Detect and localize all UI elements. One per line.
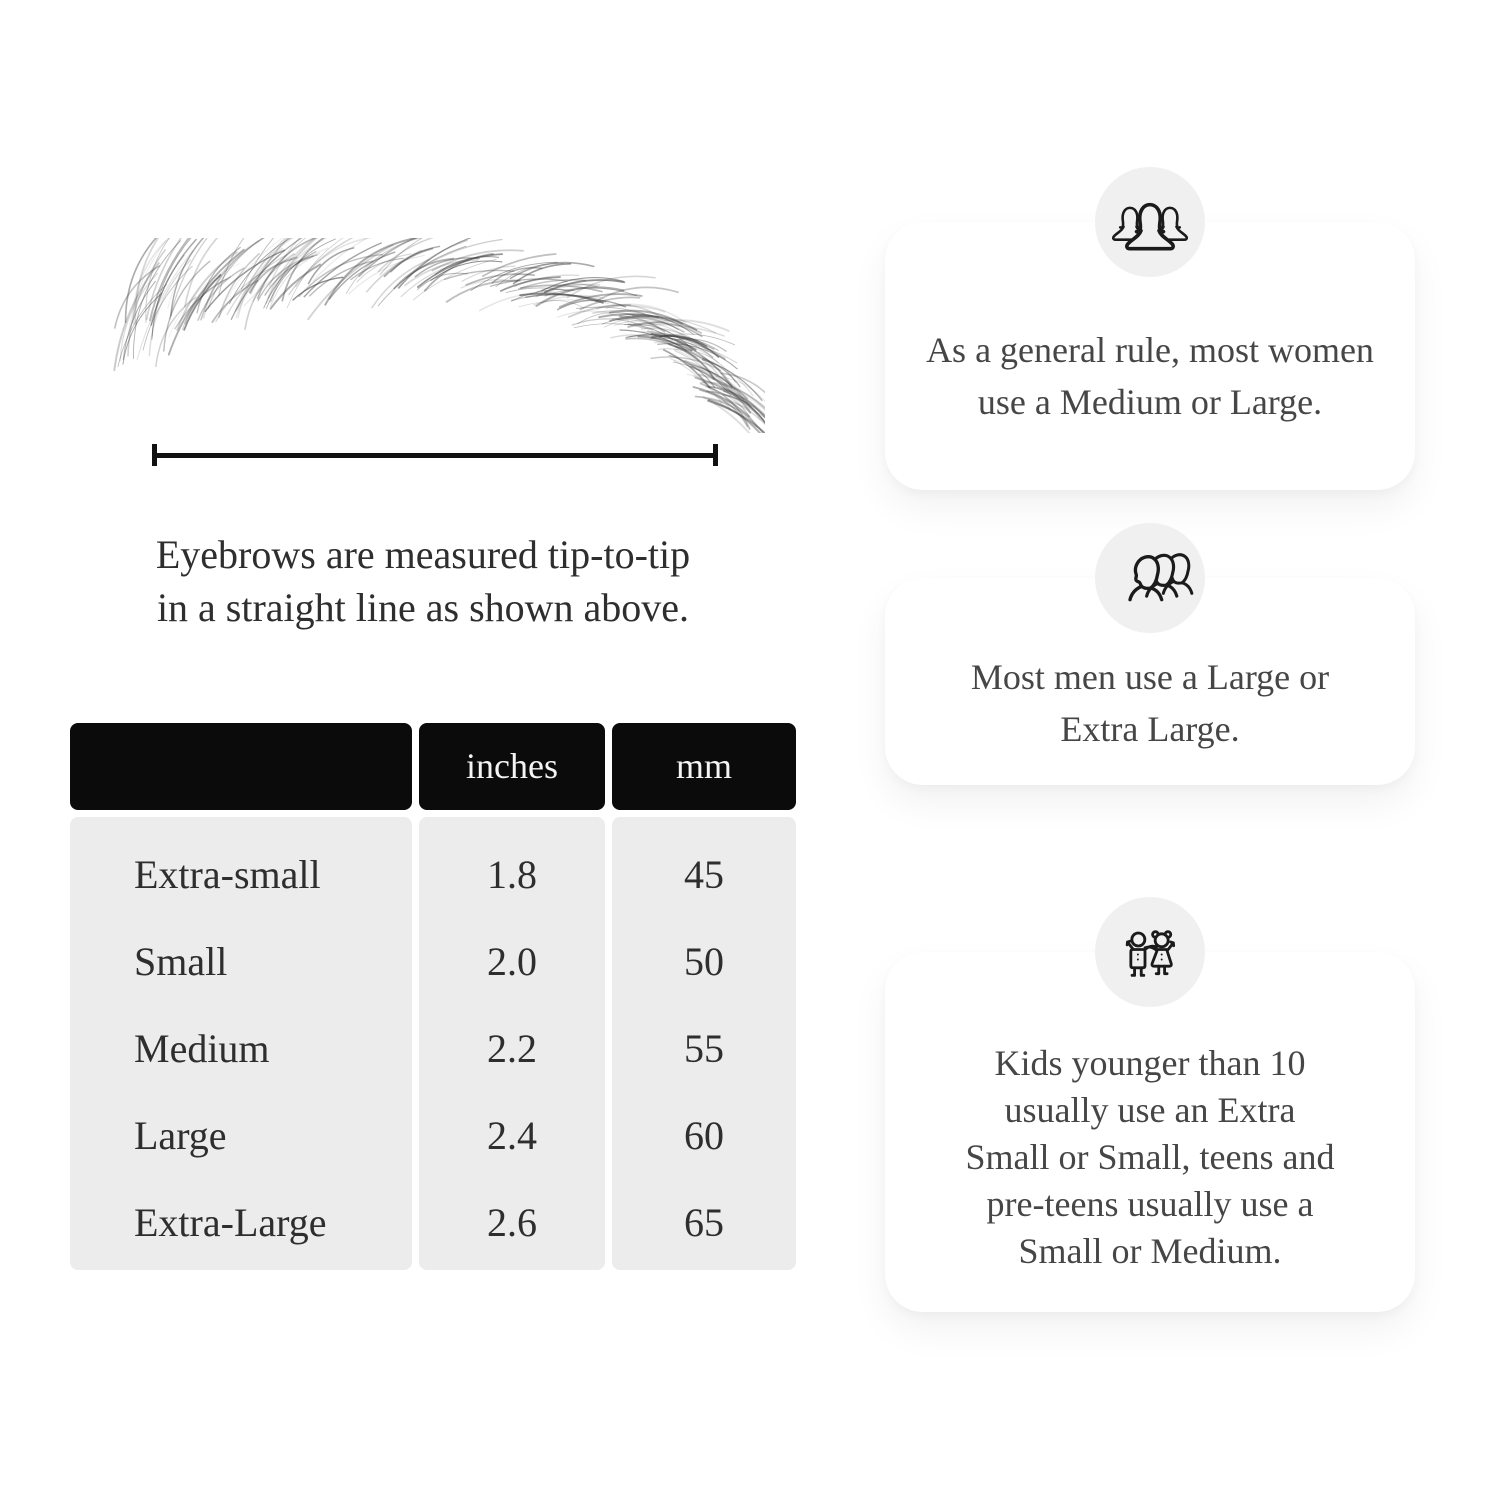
info-card-men: [885, 578, 1415, 785]
table-row-inches: 1.8: [487, 852, 537, 897]
info-card-men-text: Most men use a Large or Extra Large.: [970, 656, 1330, 749]
women-icon: [1095, 167, 1205, 277]
table-row-mm: 60: [684, 1113, 724, 1158]
table-row-mm: 65: [684, 1200, 724, 1245]
measurement-caption: [112, 528, 734, 634]
size-table-mm-column: [612, 723, 796, 1270]
size-table-label-body: [70, 817, 412, 1270]
caption-line-1: Eyebrows are measured tip-to-tip: [155, 532, 691, 577]
info-card-women: [885, 222, 1415, 490]
eyebrow-sketch-svg: [105, 238, 765, 433]
kids-icon: [1095, 897, 1205, 1007]
men-icon: [1095, 523, 1205, 633]
table-row-mm: 50: [684, 939, 724, 984]
table-row-label: Medium: [134, 1026, 270, 1071]
eyebrow-illustration: [105, 238, 765, 433]
info-card-kids-text: Kids younger than 10 usually use an Extra Small or Small, teens and pre-teens usually use a Small or Medium.: [965, 1042, 1335, 1271]
table-row-mm: 45: [684, 852, 724, 897]
size-table-header-inches: inches: [419, 723, 605, 810]
measurement-line-right-cap: [713, 444, 718, 466]
table-row-mm: 55: [684, 1026, 724, 1071]
table-row-inches: 2.0: [487, 939, 537, 984]
table-row-inches: 2.6: [487, 1200, 537, 1245]
table-row-label: Extra-small: [134, 852, 321, 897]
table-row-inches: 2.2: [487, 1026, 537, 1071]
info-card-kids: [885, 952, 1415, 1312]
size-table-header-blank: [70, 723, 412, 810]
table-row-label: Large: [134, 1113, 227, 1158]
measurement-line: [152, 444, 718, 466]
table-row-inches: 2.4: [487, 1113, 537, 1158]
table-row-label: Extra-Large: [134, 1200, 327, 1245]
size-table-header-mm: mm: [612, 723, 796, 810]
table-row-label: Small: [134, 939, 228, 984]
size-table-label-column: [70, 723, 412, 1270]
size-table-mm-body: [612, 817, 796, 1270]
size-table-inches-column: [419, 723, 605, 1270]
info-card-women-text: As a general rule, most women use a Medium or Large.: [926, 330, 1374, 422]
size-table-inches-body: [419, 817, 605, 1270]
caption-line-2: in a straight line as shown above.: [156, 585, 690, 630]
measurement-line-bar: [152, 453, 718, 458]
